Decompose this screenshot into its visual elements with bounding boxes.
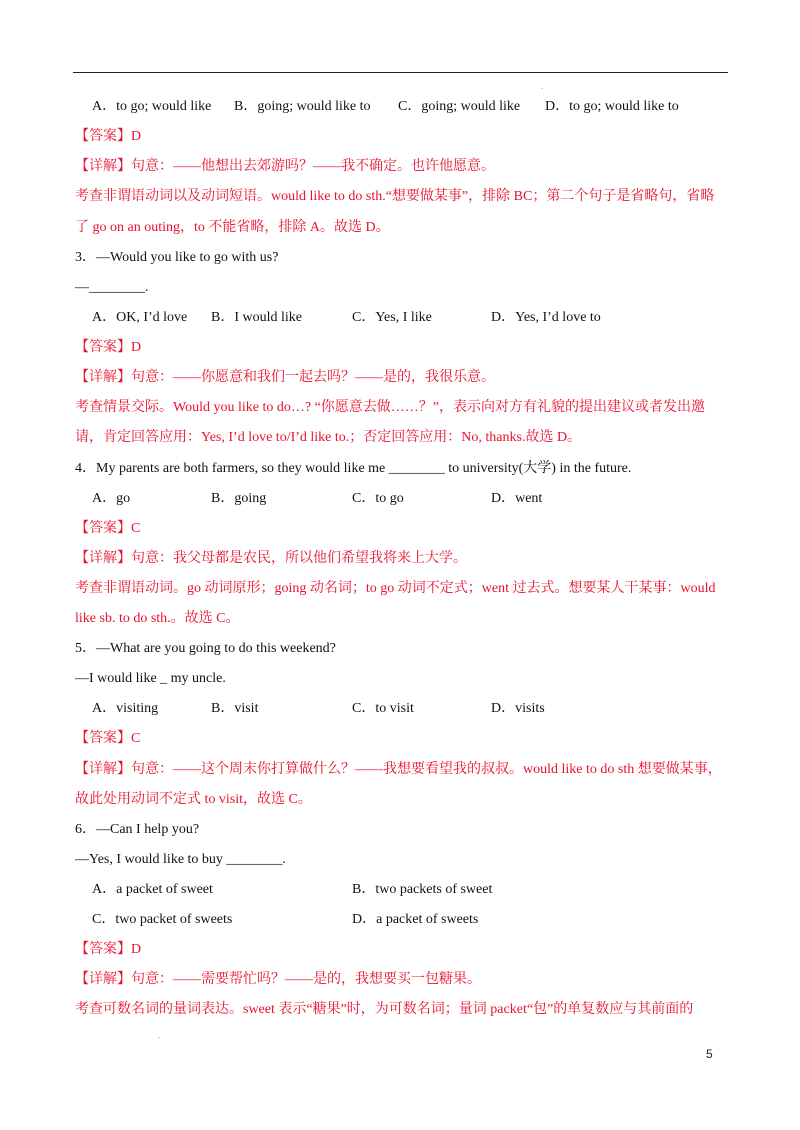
q3-answer: 【答案】D [75,340,142,355]
q6-explanation-line1: 考查可数名词的量词表达。sweet 表示“糖果”时，为可数名词；量词 packet“包”的单复数应与其前面的 [75,1002,694,1017]
q3-option-a: A．OK, I’d love [92,310,188,325]
q5-answer: 【答案】C [75,731,141,746]
q4-stem: 4．My parents are both farmers, so they would like me ________ to university(大学) in the future. [75,461,632,476]
q6-option-d: D．a packet of sweets [352,912,479,927]
q5-option-a: A．visiting [92,701,159,716]
q6-answer: 【答案】D [75,942,142,957]
q5-response: —I would like _ my uncle. [75,671,226,686]
q3-detail: 【详解】句意：——你愿意和我们一起去吗？——是的，我很乐意。 [75,370,495,385]
q5-detail-line1: 【详解】句意：——这个周末你打算做什么？——我想要看望我的叔叔。would like to do sth 想要做某事， [75,762,722,777]
q4-option-d: D．went [491,491,543,506]
q4-option-b: B．going [211,491,267,506]
q2-detail: 【详解】句意：——他想出去郊游吗？——我不确定。也许他愿意。 [75,159,495,174]
q6-detail: 【详解】句意：——需要帮忙吗？——是的，我想要买一包糖果。 [75,972,481,987]
q5-option-c: C．to visit [352,701,414,716]
q3-response: —________. [75,280,149,295]
q2-explanation-line1: 考查非谓语动词以及动词短语。would like to do sth.“想要做某事”，排除 BC；第二个句子是省略句，省略 [75,189,715,204]
q5-option-b: B．visit [211,701,259,716]
q4-option-a: A．go [92,491,131,506]
q2-answer: 【答案】D [75,129,142,144]
q4-explanation-line2: like sb. to do sth.。故选 C。 [75,611,240,626]
footer-mark: . [158,1030,161,1040]
q3-stem: 3．—Would you like to go with us? [75,250,279,265]
q6-option-a: A．a packet of sweet [92,882,213,897]
q6-option-b: B．two packets of sweet [352,882,493,897]
q4-option-c: C．to go [352,491,404,506]
header-rule [73,72,728,73]
q6-response: —Yes, I would like to buy ________. [75,852,286,867]
q3-explanation-line1: 考查情景交际。Would you like to do…? “你愿意去做……？”，表示向对方有礼貌的提出建议或者发出邀 [75,400,706,415]
q3-option-c: C．Yes, I like [352,310,432,325]
q6-stem: 6．—Can I help you? [75,822,200,837]
q5-detail-line2: 故此处用动词不定式 to visit，故选 C。 [75,792,312,807]
q2-option-c: C．going; would like [398,99,521,114]
q3-option-d: D．Yes, I’d love to [491,310,601,325]
q2-option-b: B．going; would like to [234,99,371,114]
page-number: 5 [706,1047,713,1061]
q4-explanation-line1: 考查非谓语动词。go 动词原形；going 动名词；to go 动词不定式；went 过去式。想要某人干某事：would [75,581,716,596]
q2-explanation-line2: 了 go on an outing，to 不能省略，排除 A。故选 D。 [75,220,390,235]
header-mark: . [541,81,544,91]
q5-option-d: D．visits [491,701,545,716]
q4-answer: 【答案】C [75,521,141,536]
q3-explanation-line2: 请，肯定回答应用：Yes, I’d love to/I’d like to.；否定回答应用：No, thanks.故选 D。 [75,430,582,445]
q6-option-c: C．two packet of sweets [92,912,233,927]
q2-option-d: D．to go; would like to [545,99,679,114]
q3-option-b: B．I would like [211,310,302,325]
q2-option-a: A．to go; would like [92,99,212,114]
q4-detail: 【详解】句意：我父母都是农民，所以他们希望我将来上大学。 [75,551,467,566]
q5-stem: 5．—What are you going to do this weekend? [75,641,336,656]
